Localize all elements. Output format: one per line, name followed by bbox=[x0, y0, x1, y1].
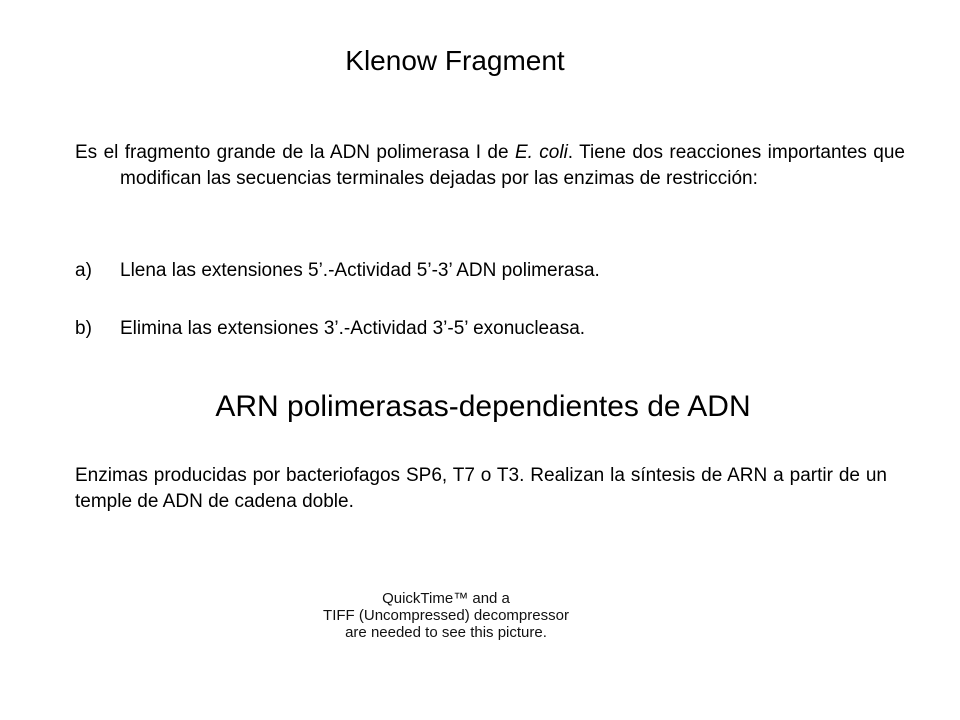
list-item-marker: b) bbox=[75, 318, 92, 339]
placeholder-line: are needed to see this picture. bbox=[345, 624, 547, 641]
arn-body-paragraph: Enzimas producidas por bacteriofagos SP6, T7 o T3. Realizan la síntesis de ARN a partir de un temple de ADN de cadena doble. bbox=[75, 465, 887, 512]
list-item-marker: a) bbox=[75, 260, 92, 281]
list-item-text: Elimina las extensiones 3’.-Actividad 3’-5’ exonucleasa. bbox=[120, 318, 586, 339]
placeholder-line: TIFF (Uncompressed) decompressor bbox=[323, 607, 569, 624]
missing-image-placeholder bbox=[296, 590, 596, 641]
intro-text-start: Es el fragmento grande de la ADN polimerasa I de bbox=[75, 142, 515, 163]
klenow-fragment-title: Klenow Fragment bbox=[345, 45, 565, 76]
placeholder-line: QuickTime™ and a bbox=[382, 590, 510, 607]
list-item bbox=[75, 316, 585, 342]
intro-italic-species: E. coli bbox=[514, 142, 568, 163]
intro-text-end: . Tiene dos reacciones importantes que modifican las secuencias terminales dejadas por las enzimas de restricción: bbox=[120, 142, 906, 189]
arn-polimerasas-title: ARN polimerasas-dependientes de ADN bbox=[215, 390, 751, 423]
klenow-intro-paragraph bbox=[75, 140, 905, 192]
list-item-text: Llena las extensiones 5’.-Actividad 5’-3’ ADN polimerasa. bbox=[120, 260, 600, 281]
list-item bbox=[75, 258, 600, 284]
